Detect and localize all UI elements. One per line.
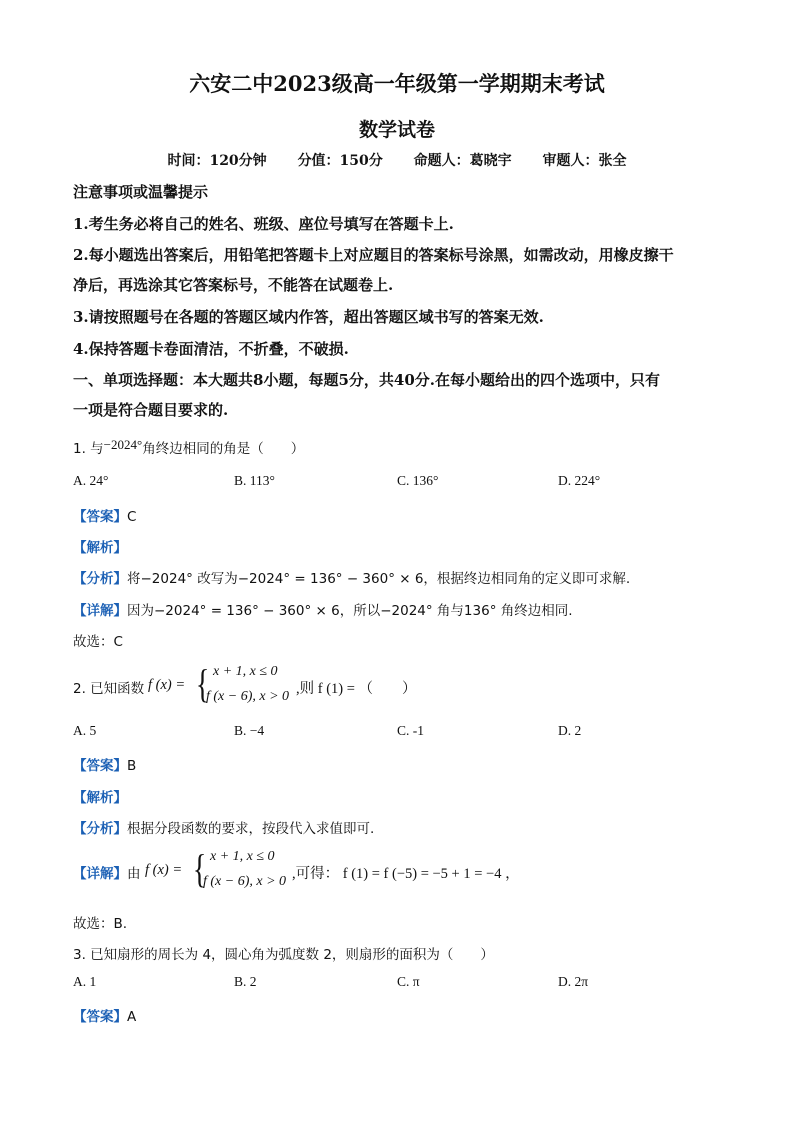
section-heading-line2: 一项是符合题目要求的.	[73, 401, 229, 419]
q2-xiangjie-fx: f (x) =	[145, 862, 183, 878]
q3-answer-tag: 【答案】	[73, 1009, 127, 1025]
exam-score: 分值：150分	[297, 153, 383, 169]
q3-answer	[73, 1005, 136, 1025]
exam-time: 时间：120分钟	[167, 153, 267, 169]
q2-xiangjie-case-2: f (x − 6), x > 0	[203, 874, 287, 889]
q2-fenxi	[73, 817, 374, 837]
q2-answer-tag: 【答案】	[73, 758, 127, 774]
q2-conclusion: 故选：B.	[73, 916, 128, 932]
q2-xiangjie-pre: 由	[127, 866, 141, 882]
exam-title: 六安二中2023级高一年级第一学期期末考试	[189, 71, 605, 96]
q2-pre: 2. 已知函数	[73, 681, 145, 697]
q1-answer-tag: 【答案】	[73, 509, 127, 525]
q2-option-c: C. -1	[397, 723, 424, 738]
q1-option-b: B. 113°	[234, 473, 275, 488]
q2-xiangjie-tag: 【详解】	[73, 866, 127, 882]
exam-subtitle: 数学试卷	[358, 119, 435, 141]
q2-option-a: A. 5	[73, 723, 97, 738]
q1-answer-value: C	[127, 509, 137, 525]
q2-answer	[73, 754, 136, 774]
q2-fenxi-tag: 【分析】	[73, 821, 127, 837]
q1-conclusion: 故选：C	[73, 634, 123, 650]
q3-option-a: A. 1	[73, 974, 97, 989]
q2-case-2: f (x − 6), x > 0	[206, 689, 290, 704]
exam-author: 命题人：葛晓宇	[413, 153, 512, 169]
q3-option-b: B. 2	[234, 974, 257, 989]
q2-post: ,则 f (1) = （ ）	[296, 681, 417, 697]
q1-xiangjie	[73, 599, 573, 619]
notice-item-1: 1.考生务必将自己的姓名、班级、座位号填写在答题卡上.	[73, 215, 454, 233]
q2-xiangjie-case-1: x + 1, x ≤ 0	[210, 849, 275, 864]
q3-answer-value: A	[127, 1009, 137, 1025]
q1-stem	[73, 437, 304, 457]
notice-item-2b: 净后，再选涂其它答案标号，不能答在试题卷上.	[73, 276, 394, 294]
q3-stem: 3. 已知扇形的周长为 4，圆心角为弧度数 2，则扇形的面积为（ ）	[73, 947, 494, 963]
notice-item-2a: 2.每小题选出答案后，用铅笔把答题卡上对应题目的答案标号涂黑，如需改动，用橡皮擦干	[73, 246, 674, 264]
q1-angle: −2024°	[103, 437, 143, 452]
q2-xiangjie	[73, 862, 141, 882]
q2-answer-value: B	[127, 758, 137, 774]
q1-analysis-tag: 【解析】	[73, 540, 127, 556]
q1-fenxi-tag: 【分析】	[73, 571, 127, 587]
q2-option-b: B. −4	[234, 723, 265, 738]
q2-xiangjie-brace: {	[192, 846, 207, 891]
q2-fenxi-text: 根据分段函数的要求，按段代入求值即可.	[127, 821, 375, 837]
section-heading-line1: 一、单项选择题：本大题共8小题，每题5分，共40分.在每小题给出的四个选项中，只有	[73, 371, 660, 389]
q1-option-d: D. 224°	[558, 473, 601, 488]
q2-analysis-tag: 【解析】	[73, 790, 127, 806]
q2-xiangjie-post: ,可得： f (1) = f (−5) = −5 + 1 = −4 ，	[292, 866, 520, 882]
q2-case-1: x + 1, x ≤ 0	[213, 664, 278, 679]
q3-option-d: D. 2π	[558, 974, 589, 989]
notice-item-4: 4.保持答题卡卷面清洁，不折叠，不破损.	[73, 340, 349, 358]
notice-item-3: 3.请按照题号在各题的答题区域内作答，超出答题区域书写的答案无效.	[73, 308, 544, 326]
q2-brace: {	[195, 661, 210, 706]
q1-fenxi	[73, 567, 630, 587]
q1-xiangjie-text: 因为−2024° = 136° − 360° × 6，所以−2024° 角与136° 角终边相同.	[127, 603, 573, 619]
q1-answer	[73, 505, 136, 525]
q1-pre: 1. 与	[73, 441, 104, 457]
q1-xiangjie-tag: 【详解】	[73, 603, 127, 619]
exam-meta	[0, 150, 794, 170]
q1-post: 角终边相同的角是（ ）	[142, 441, 305, 457]
q1-option-a: A. 24°	[73, 473, 109, 488]
q3-option-c: C. π	[397, 974, 420, 989]
q1-fenxi-text: 将−2024° 改写为−2024° = 136° − 360° × 6，根据终边相同角的定义即可求解.	[127, 571, 631, 587]
notice-heading: 注意事项或温馨提示	[73, 183, 209, 201]
q2-fx: f (x) =	[148, 677, 186, 693]
q1-option-c: C. 136°	[397, 473, 439, 488]
q2-option-d: D. 2	[558, 723, 582, 738]
exam-reviewer: 审题人：张全	[542, 153, 627, 169]
